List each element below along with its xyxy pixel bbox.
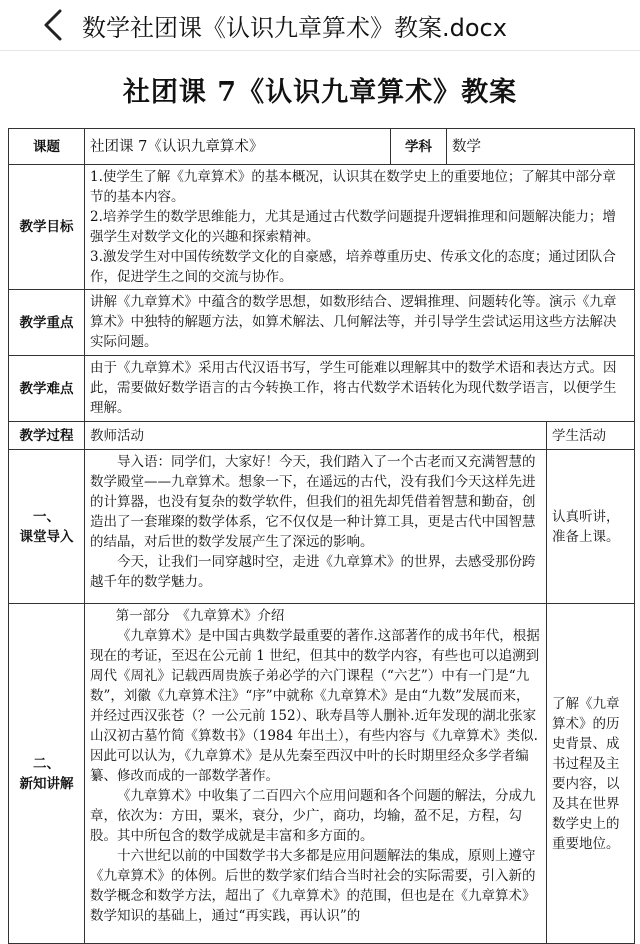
table-row	[9, 604, 635, 944]
keypoints-text: 讲解《九章算术》中蕴含的数学思想，如数形结合、逻辑推理、问题转化等。演示《九章算术》中独特的解题方法，如算术解法、几何解法等，并引导学生尝试运用这些方法解决实际问题。	[85, 290, 635, 356]
table-row	[9, 356, 635, 422]
section-name: 课堂导入	[19, 528, 74, 545]
section-number: 一、	[33, 508, 60, 525]
course-label: 课题	[9, 129, 85, 165]
paragraph: 十六世纪以前的中国数学书大多都是应用问题解法的集成，原则上遵守《九章算术》的体例。后世的数学家们结合当时社会的实际需要，引入新的数学概念和数学方法，超出了《九章算术》的范围，但也是在《九章算术》数学知识的基础上，通过“再实践，再认识”的	[90, 848, 536, 924]
subject-value: 数学	[447, 129, 635, 165]
section-name: 新知讲解	[19, 775, 74, 792]
student-activity-header: 学生活动	[547, 422, 635, 450]
goals-label: 教学目标	[9, 165, 85, 290]
teacher-activity-header: 教师活动	[85, 422, 547, 450]
section-label	[9, 604, 85, 944]
difficulty-text: 由于《九章算术》采用古代汉语书写，学生可能难以理解其中的数学术语和表达方式。因此，需要做好数学语言的古今转换工作，将古代数学术语转化为现代数学语言，以便学生理解。	[85, 356, 635, 422]
table-row	[9, 290, 635, 356]
document-title: 社团课 7《认识九章算术》教案	[122, 77, 518, 108]
student-activity-text: 了解《九章算术》的历史背景、成书过程及主要内容，以及其在世界数学史上的重要地位。	[547, 604, 635, 944]
goal-item: 1.使学生了解《九章算术》的基本概况，认识其在数学史上的重要地位；了解其中部分章节的基本内容。	[90, 169, 616, 205]
back-button[interactable]	[38, 5, 68, 45]
table-row	[9, 450, 635, 604]
section-label	[9, 450, 85, 604]
student-activity-text: 认真听讲，准备上课。	[547, 450, 635, 604]
paragraph: 《九章算术》是中国古典数学最重要的著作.这部著作的成书年代，根据现在的考证，至迟在公元前 1 世纪，但其中的数学内容，有些也可以追溯到周代《周礼》记载西周贵族子弟必学的六门课程（“六艺”）中有一门是“九数”，刘徽《九章算术注》“序”中就称《九章算术》是由“九数”发展而来，并经过西汉张苍（？一公元前 152）、耿寿昌等人删补.近年发现的湖北张家山汉初古墓竹简《算数书》（1984 年出土），有些内容与《九章算术》类似.因此可以认为，《九章算术》是从先秦至西汉中叶的长时期里经众多学者编纂、修改而成的一部数学著作。	[90, 628, 540, 784]
table-row	[9, 165, 635, 290]
goals-cell	[85, 165, 635, 290]
chevron-left-icon	[43, 9, 63, 41]
goal-item: 2.培养学生的数学思维能力，尤其是通过古代数学问题提升逻辑推理和问题解决能力；增强学生对数学文化的兴趣和探索精神。	[90, 209, 616, 245]
section-heading: 第一部分 《九章算术》介绍	[115, 608, 285, 624]
paragraph: 《九章算术》中收集了二百四六个应用问题和各个问题的解法，分成九章，依次为：方田，粟米，衰分，少广，商功，均输，盈不足，方程，勾股。其中所包含的数学成就是丰富和多方面的。	[90, 788, 536, 844]
keypoints-label: 教学重点	[9, 290, 85, 356]
paragraph: 导入语：同学们，大家好！今天，我们踏入了一个古老而又充满智慧的数学殿堂——九章算术。想象一下，在遥远的古代，没有我们今天这样先进的计算器，也没有复杂的数学软件，但我们的祖先却凭借着智慧和勤奋，创造出了一套璀璨的数学体系，它不仅仅是一种计算工具，更是古代中国智慧的结晶，对后世的数学发展产生了深远的影响。	[90, 454, 536, 550]
process-label: 教学过程	[9, 422, 85, 450]
paragraph: 今天，让我们一同穿越时空，走进《九章算术》的世界，去感受那份跨越千年的数学魅力。	[90, 554, 536, 590]
lesson-plan-table	[8, 128, 635, 944]
section-number: 二、	[33, 755, 60, 772]
course-value: 社团课 7《认识九章算术》	[85, 129, 391, 165]
teacher-activity-cell	[85, 604, 547, 944]
teacher-activity-cell	[85, 450, 547, 604]
difficulty-label: 教学难点	[9, 356, 85, 422]
table-row	[9, 129, 635, 165]
file-name: 数学社团课《认识九章算术》教案.docx	[82, 13, 507, 42]
table-row	[9, 422, 635, 450]
top-bar	[0, 0, 640, 51]
goal-item: 3.激发学生对中国传统数学文化的自豪感，培养尊重历史、传承文化的态度；通过团队合作，促进学生之间的交流与协作。	[90, 249, 616, 285]
subject-label: 学科	[391, 129, 447, 165]
